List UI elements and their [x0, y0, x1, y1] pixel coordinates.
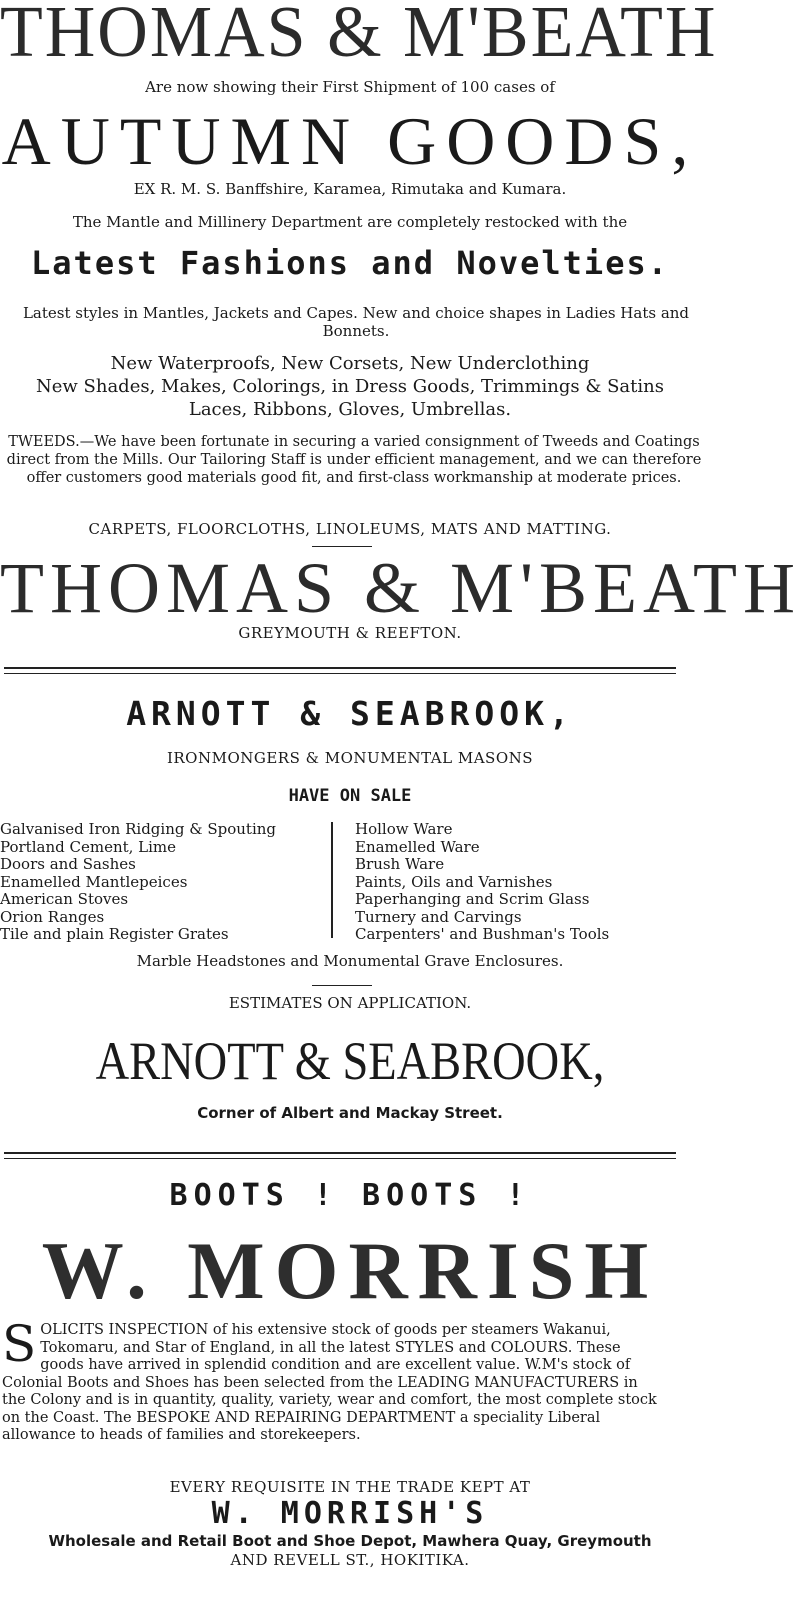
list-item: Brush Ware [355, 855, 445, 873]
trade-line: IRONMONGERS & MONUMENTAL MASONS [166, 749, 534, 767]
ships-line: EX R. M. S. Banffshire, Karamea, Rimutaka and Kumara. [133, 180, 567, 198]
paragraph-text: OLICITS INSPECTION of his extensive stock of goods per steamers Wakanui, Tokomaru, and Star of England, in all the latest STYLES and COLOURS. These goods have arrived in splendid condition and are excellent value. W.M's stock of Colonial Boots and Shoes has been selected from the LEADING MANUFACTURERS in the Colony and is in quantity, quality, variety, wear and comfort, the most complete stock on the Coast. The BESPOKE AND REPAIRING DEPARTMENT a speciality Liberal allowance to heads of families and storekeepers. [2, 1322, 657, 1443]
list-item: Turnery and Carvings [355, 907, 522, 926]
location-line: GREYMOUTH & REEFTON. [238, 624, 462, 642]
list-item: Tile and plain Register Grates [0, 925, 229, 943]
drop-cap: S [2, 1315, 37, 1373]
tweeds-paragraph: TWEEDS.—We have been fortunate in securing a varied consignment of Tweeds and Coatings direct from the Mills. Our Tailoring Staff is under efficient management, and we can therefore offer customers good materials good fit, and first-class workmanship at moderate prices. [6, 434, 702, 486]
section-divider [4, 667, 676, 669]
section-divider [4, 1152, 676, 1154]
section-divider [4, 673, 676, 674]
list-item: Enamelled Mantlepeices [0, 872, 188, 891]
boots-heading: BOOTS ! BOOTS ! [169, 1178, 531, 1213]
autumn-goods-headline: AUTUMN GOODS, [1, 103, 699, 179]
wholesale-line: Wholesale and Retail Boot and Shoe Depot, Mawhera Quay, Greymouth [48, 1532, 652, 1550]
every-requisite-line: EVERY REQUISITE IN THE TRADE KEPT AT [169, 1478, 531, 1496]
carpets-line: CARPETS, FLOORCLOTHS, LINOLEUMS, MATS AND MATTING. [88, 520, 612, 538]
short-divider [312, 985, 372, 986]
list-item: Carpenters' and Bushman's Tools [355, 925, 610, 943]
list-item: American Stoves [0, 890, 129, 908]
new-goods-line: Laces, Ribbons, Gloves, Umbrellas. [188, 399, 512, 420]
list-item: Hollow Ware [355, 820, 453, 838]
list-item: Doors and Sashes [0, 855, 136, 873]
latest-fashions-heading: Latest Fashions and Novelties. [31, 244, 669, 282]
right-items-list [355, 821, 609, 944]
list-item: Portland Cement, Lime [0, 837, 177, 856]
morrish-title: W. MORRISH [41, 1225, 659, 1316]
new-goods-lines [0, 352, 700, 421]
arnott-seabrook-name: ARNOTT & SEABROOK, [95, 1031, 605, 1091]
thomas-mbeath-title: THOMAS & M'BEATH [0, 0, 718, 73]
shipment-intro: Are now showing their First Shipment of 100 cases of [145, 78, 555, 96]
marble-headstones-line: Marble Headstones and Monumental Grave Enclosures. [136, 952, 564, 970]
estimates-line: ESTIMATES ON APPLICATION. [228, 994, 472, 1012]
left-items-list [0, 821, 276, 944]
revell-street-line: AND REVELL ST., HOKITIKA. [230, 1551, 470, 1569]
list-item: Enamelled Ware [355, 837, 480, 856]
short-divider [312, 546, 372, 547]
column-divider [331, 822, 333, 938]
morrish-name-footer: W. MORRISH'S [211, 1496, 489, 1531]
section-divider [4, 1158, 676, 1159]
address-line: Corner of Albert and Mackay Street. [197, 1104, 503, 1122]
list-item: Paints, Oils and Varnishes [355, 872, 553, 891]
arnott-seabrook-title: ARNOTT & SEABROOK, [126, 694, 574, 733]
new-goods-line: New Waterproofs, New Corsets, New Underclothing [110, 353, 590, 374]
styles-line: Latest styles in Mantles, Jackets and Capes. New and choice shapes in Ladies Hats and Bonnets. [22, 304, 690, 340]
have-on-sale-heading: HAVE ON SALE [288, 786, 412, 806]
thomas-mbeath-footer-title: THOMAS & M'BEATH [0, 548, 801, 628]
list-item: Galvanised Iron Ridging & Spouting [0, 820, 276, 838]
list-item: Paperhanging and Scrim Glass [355, 890, 590, 908]
mantle-department-line: The Mantle and Millinery Department are completely restocked with the [72, 213, 628, 231]
list-item: Orion Ranges [0, 907, 105, 926]
new-goods-line: New Shades, Makes, Colorings, in Dress Goods, Trimmings & Satins [36, 376, 664, 397]
morrish-paragraph [2, 1315, 662, 1445]
